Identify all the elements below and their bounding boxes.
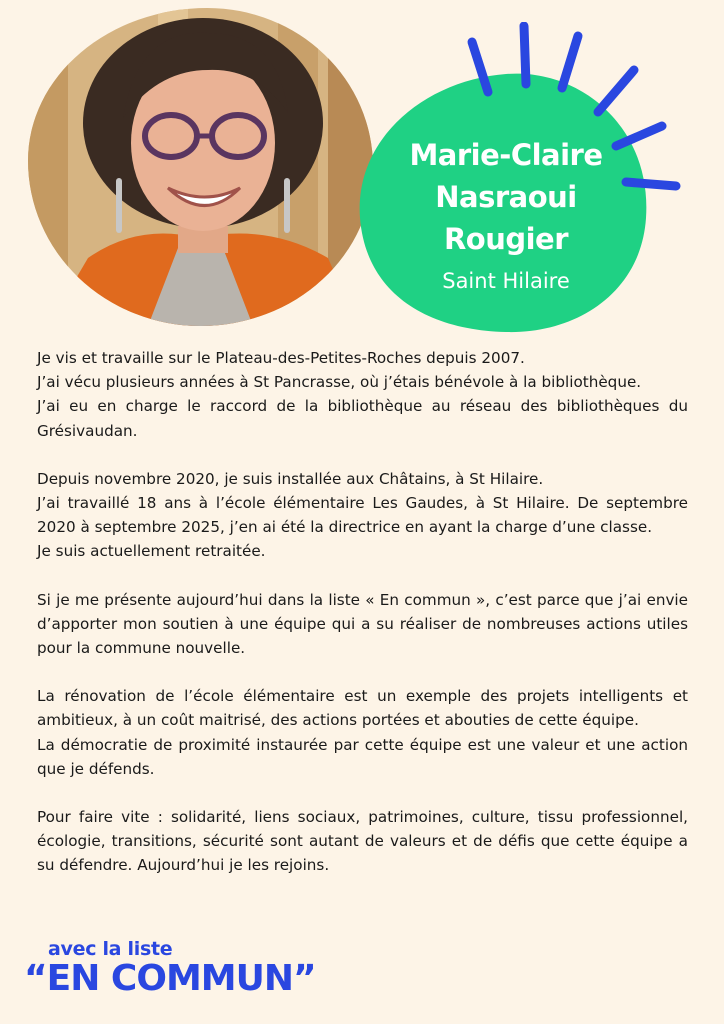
logo-subtitle: avec la liste	[48, 938, 173, 960]
list-logo	[24, 938, 354, 1008]
text-line: La démocratie de proximité instaurée par cette équipe est une valeur et une action que je défends.	[37, 735, 688, 778]
candidate-place: Saint Hilaire	[442, 269, 570, 293]
candidate-first-name: Marie-Claire	[409, 138, 603, 172]
text-line: La rénovation de l’école élémentaire est un exemple des projets intelligents et ambitieux, à un coût maitrisé, des actions portées et abouties de cette équipe.	[37, 687, 688, 730]
text-line: Si je me présente aujourd’hui dans la liste « En commun », c’est parce que j’ai envie d’apporter mon soutien à une équipe qui a su réaliser de nombreuses actions utiles pour la commune nouvelle.	[37, 590, 688, 658]
portrait-photo	[28, 8, 373, 326]
paragraph-3	[37, 588, 688, 661]
paragraph-1	[37, 346, 688, 443]
text-line: J’ai vécu plusieurs années à St Pancrasse, où j’étais bénévole à la bibliothèque.	[37, 373, 642, 392]
candidate-name-block	[356, 134, 656, 296]
candidate-last-name-1: Nasraoui	[435, 180, 577, 214]
text-line: Je vis et travaille sur le Plateau-des-Petites-Roches depuis 2007.	[37, 349, 525, 367]
paragraph-4	[37, 684, 688, 781]
text-line: Depuis novembre 2020, je suis installée aux Châtains, à St Hilaire.	[37, 469, 544, 488]
candidate-last-name-2: Rougier	[443, 222, 569, 256]
paragraph-5	[37, 805, 688, 878]
text-line: Pour faire vite : solidarité, liens sociaux, patrimoines, culture, tissu professionnel, écologie, transitions, sécurité sont autant de valeurs et de défis que cette équipe a su défendre. Aujourd’hui je les rejoins.	[37, 808, 688, 875]
text-line: Je suis actuellement retraitée.	[37, 542, 266, 561]
biography-text	[37, 346, 688, 902]
text-line: J’ai travaillé 18 ans à l’école élémentaire Les Gaudes, à St Hilaire. De septembre 2020 à septembre 2025, j’en ai été la directrice en ayant la charge d’une classe.	[37, 494, 688, 537]
paragraph-2	[37, 467, 688, 564]
text-line: J’ai eu en charge le raccord de la bibliothèque au réseau des bibliothèques du Grésivaudan.	[37, 397, 688, 440]
logo-title: “EN COMMUN”	[24, 958, 316, 999]
